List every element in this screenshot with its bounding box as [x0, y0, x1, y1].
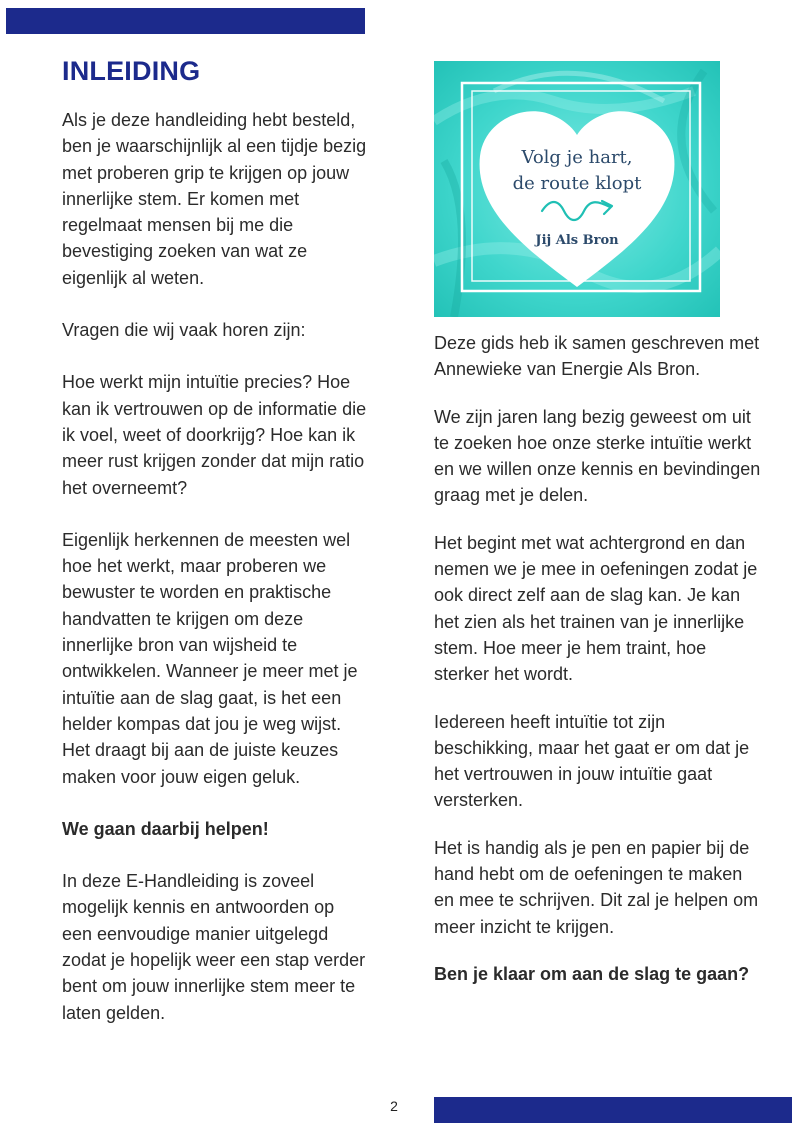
paragraph: Hoe werkt mijn intuïtie precies? Hoe kan ik vertrouwen op de informatie die ik voel, weet of doorkrijg? Hoe kan ik meer rust krijgen zonder dat mijn ratio het overneemt?: [62, 372, 367, 498]
paragraph: Eigenlijk herkennen de meesten wel hoe het werkt, maar proberen we bewuster te worden en praktische handvatten te krijgen om deze innerlijke bron van wijsheid te ontwikkelen. Wanneer je meer met je intuïtie aan de slag gaat, is het een helder kompas dat jou je weg wijst. Het draagt bij aan de juiste keuzes maken voor jouw eigen geluk.: [62, 529, 358, 787]
paragraph: We zijn jaren lang bezig geweest om uit te zoeken hoe onze sterke intuïtie werkt en we willen onze kennis en bevindingen graag met je delen.: [434, 406, 761, 506]
heart-illustration: [434, 61, 720, 317]
paragraph: Deze gids heb ik samen geschreven met Annewieke van Energie Als Bron.: [434, 333, 760, 380]
paragraph: Vragen die wij vaak horen zijn:: [62, 320, 306, 341]
paragraph: Het begint met wat achtergrond en dan nemen we je mee in oefeningen zodat je ook direct zelf aan de slag kan. Je kan het zien als het trainen van je innerlijke stem. Hoe meer je hem traint, hoe sterker het wordt.: [434, 532, 758, 685]
page-title: INLEIDING: [62, 56, 201, 86]
paragraph: Het is handig als je pen en papier bij de hand hebt om de oefeningen te maken en mee te schrijven. Dit zal je helpen om meer inzicht te krijgen.: [434, 837, 759, 937]
paragraph: Iedereen heeft intuïtie tot zijn beschikking, maar het gaat er om dat je het vertrouwen in jouw intuïtie gaat versterken.: [434, 711, 750, 811]
page-number: 2: [390, 1098, 398, 1114]
right-column: [434, 330, 764, 1008]
paragraph: Als je deze handleiding hebt besteld, ben je waarschijnlijk al een tijdje bezig met proberen grip te krijgen op jouw innerlijke stem. Er komen met regelmaat mensen bij me die bevestiging zoeken van wat ze eigenlijk al weten.: [62, 110, 367, 288]
header-bar: [6, 8, 365, 34]
footer-bar: [434, 1097, 792, 1123]
left-column: [62, 56, 367, 1052]
paragraph: In deze E-Handleiding is zoveel mogelijk kennis en antwoorden op een eenvoudige manier uitgelegd zodat je hopelijk weer een stap verder bent om jouw innerlijke stem meer te laten gelden.: [62, 871, 366, 1023]
closing-question: Ben je klaar om aan de slag te gaan?: [434, 963, 750, 984]
heart-brand: Jij Als Bron: [535, 233, 619, 248]
heart-line-1: Volg je hart,: [521, 147, 633, 168]
subheading: We gaan daarbij helpen!: [62, 818, 269, 839]
heart-line-2: de route klopt: [512, 173, 642, 194]
heart-quote-image: [434, 61, 720, 317]
